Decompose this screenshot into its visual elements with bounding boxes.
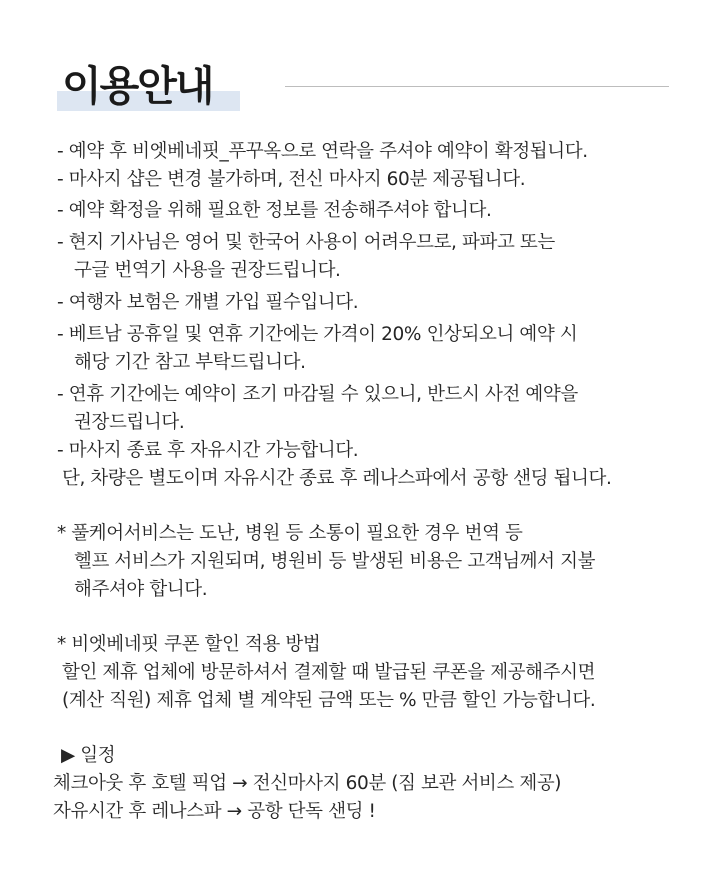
guide-line: * 풀케어서비스는 도난, 병원 등 소통이 필요한 경우 번역 등 [57,523,523,544]
title-divider [285,86,669,87]
guide-line: 헬프 서비스가 지원되며, 병원비 등 발생된 비용은 고객님께서 지불 [74,551,596,572]
guide-line: 해주셔야 합니다. [74,579,208,600]
guide-line: - 마사지 샵은 변경 불가하며, 전신 마사지 60분 제공됩니다. [57,169,526,190]
schedule-line: 자유시간 후 레나스파 → 공항 단독 샌딩 ! [53,801,376,822]
guide-line: - 여행자 보험은 개별 가입 필수입니다. [57,292,359,313]
guide-line: - 연휴 기간에는 예약이 조기 마감될 수 있으니, 반드시 사전 예약을 [57,384,578,405]
guide-line: * 비엣베네핏 쿠폰 할인 적용 방법 [57,634,321,655]
header [0,58,724,118]
guide-line: - 예약 확정을 위해 필요한 정보를 전송해주셔야 합니다. [57,200,492,221]
schedule-line: 체크아웃 후 호텔 픽업 → 전신마사지 60분 (짐 보관 서비스 제공) [53,773,562,794]
guide-line: - 베트남 공휴일 및 연휴 기간에는 가격이 20% 인상되오니 예약 시 [57,324,578,345]
guide-line: - 마사지 종료 후 자유시간 가능합니다. [57,440,359,461]
schedule-heading: ▶ 일정 [61,745,116,766]
guide-line: (계산 직원) 제휴 업체 별 계약된 금액 또는 % 만큼 할인 가능합니다. [62,690,596,711]
guide-line: 해당 기간 참고 부탁드립니다. [74,352,306,373]
guide-line: - 현지 기사님은 영어 및 한국어 사용이 어려우므로, 파파고 또는 [57,232,555,253]
guide-line: - 예약 후 비엣베네핏_푸꾸옥으로 연락을 주셔야 예약이 확정됩니다. [57,141,588,162]
guide-line: 단, 차량은 별도이며 자유시간 종료 후 레나스파에서 공항 샌딩 됩니다. [62,468,612,489]
guide-line: 구글 번역기 사용을 권장드립니다. [74,260,341,281]
guide-line: 할인 제휴 업체에 방문하셔서 결제할 때 발급된 쿠폰을 제공해주시면 [62,662,596,683]
guide-line: 권장드립니다. [74,412,185,433]
page-title: 이용안내 [62,62,213,110]
